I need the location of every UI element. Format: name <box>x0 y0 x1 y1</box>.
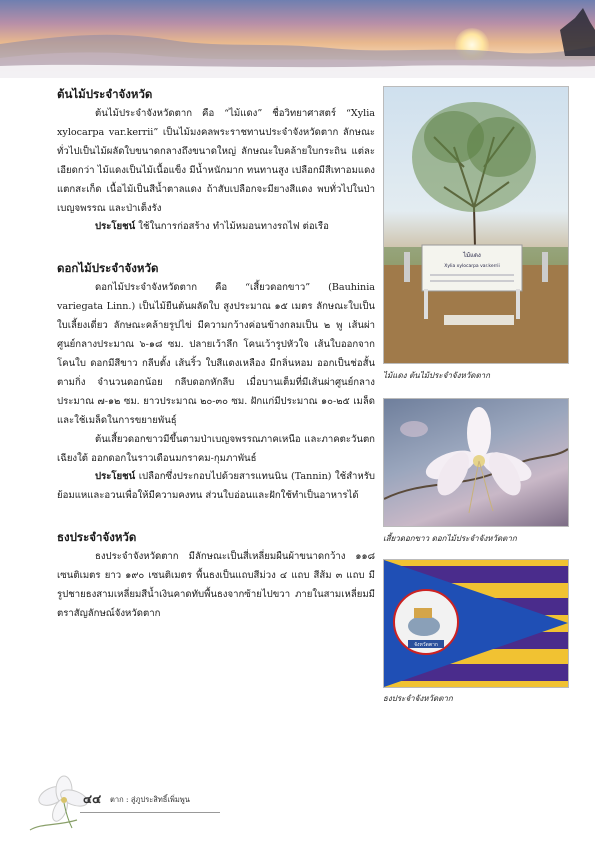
heading-provincial-tree: ต้นไม้ประจำจังหวัด <box>57 87 153 101</box>
sign-title: ไม้แดง <box>463 252 481 259</box>
tree-usage-label: ประโยชน์ <box>95 221 136 233</box>
book-title: ตาก : สู่ภูประสิทธิ์เพิ่มพูน <box>110 795 190 804</box>
caption-tree: ไม้แดง ต้นไม้ประจำจังหวัดตาก <box>383 371 490 380</box>
tree-illustration <box>384 87 568 363</box>
mountain-silhouette <box>0 0 595 78</box>
tree-usage <box>57 218 375 237</box>
caption-flower: เสี้ยวดอกขาว ดอกไม้ประจำจังหวัดตาก <box>383 534 517 543</box>
header-banner <box>0 0 595 78</box>
main-text-column <box>57 85 375 624</box>
flower-description: ดอกไม้ประจำจังหวัดตาก คือ “เสี้ยวดอกขาว” (Bauhinia variegata Linn.) เป็นไม้ยืนต้นผลัดใบ สูงประมาณ ๑๕ เมตร ลักษณะใบเป็นใบเลี้ยงเดี่ยว ลักษณะคล้ายรูปไข่ มีความกว้างค่อนข้างกลมเป็น ๒ พู เส้นผ่าศูนย์กลางประมาณ ๖-๑๘ ซม. ปลายเว้าลึก โคนเว้ารูปหัวใจ เส้นใบออกจากโคนใบ ดอกมีสีขาว กลีบตั้ง เส้นริ้ว ใบสีแดงเหลือง มีกลิ่นหอม ออกเป็นช่อสั้นตามกิ่ง จำนวนดอกน้อย กลีบดอกหักลีบ เมื่อบานเต็มที่มีเส้นผ่าศูนย์กลางประมาณ ๗-๑๒ ซม. ยาวประมาณ ๒๐-๓๐ ซม. ฝักแก่มีประมาณ ๑๐-๒๕ เมล็ด และใช้เมล็ดในการขยายพันธุ์ <box>57 282 375 426</box>
flower-illustration <box>384 399 568 526</box>
orchid-decoration-icon <box>22 768 122 844</box>
flower-usage-label: ประโยชน์ <box>95 471 136 483</box>
caption-flag: ธงประจำจังหวัดตาก <box>383 694 453 703</box>
heading-provincial-flower: ดอกไม้ประจำจังหวัด <box>57 261 159 276</box>
sign-line: Xylia xylocarpa var.kerrii <box>444 264 500 269</box>
heading-provincial-flag: ธงประจำจังหวัด <box>57 530 137 545</box>
flower-photo <box>383 398 569 527</box>
flag-illustration <box>384 560 568 687</box>
flower-usage <box>57 468 375 506</box>
tree-description: ต้นไม้ประจำจังหวัดตาก คือ “ไม้แดง” ชื่อวิทยาศาสตร์ “Xylia xylocarpa var.kerrii” เป็นไม้มงคลพระราชทานประจำจังหวัดตาก ลักษณะทั่วไปเป็นไม้ผลัดใบขนาดกลางถึงขนาดใหญ่ ลักษณะใบคล้ายใบกระถิน แต่ละเอียดกว่า ไม้แดงเป็นไม้เนื้อแข็ง มีน้ำหนักมาก ทนทานสูง เปลือกมีสีเทาอมแดง แตกสะเก็ด เนื้อไม้เป็นสีน้ำตาลแดง ถ้าสับเปลือกจะมียางสีแดง พบทั่วไปในป่าเบญจพรรณ และป่าเต็งรัง <box>57 108 375 214</box>
tree-photo <box>383 86 569 364</box>
flag-description: ธงประจำจังหวัดตาก มีลักษณะเป็นสี่เหลี่ยมผืนผ้าขนาดกว้าง ๑๑๘ เซนติเมตร ยาว ๑๙๐ เซนติเมตร พื้นธงเป็นแถบสีม่วง ๔ แถบ สีส้ม ๓ แถบ มีรูปชายธงสามเหลี่ยมสีน้ำเงินคาดทับพื้นธงจากซ้ายไปขวา ภายในสามเหลี่ยมมีตราสัญลักษณ์จังหวัดตาก <box>57 551 375 619</box>
footer-rule <box>80 812 220 813</box>
flag-emblem-text: จังหวัดตาก <box>414 642 438 648</box>
flag-photo <box>383 559 569 688</box>
flower-usage-text: เปลือกซึ่งประกอบไปด้วยสารแทนนิน (Tannin) ใช้สำหรับย้อมแหและอวนเพื่อให้มีความคงทน ส่วนใบอ่อนและฝักใช้ทำเป็นอาหารได้ <box>57 471 375 502</box>
tree-usage-text: ใช้ในการก่อสร้าง ทำไม้หมอนทางรถไฟ ต่อเรือ <box>135 221 329 233</box>
footer <box>0 760 595 836</box>
flower-habitat: ต้นเสี้ยวดอกขาวมีขึ้นตามป่าเบญจพรรณภาคเหนือ และภาคตะวันตกเฉียงใต้ ออกดอกในราวเดือนมกราคม-กุมภาพันธ์ <box>57 433 375 464</box>
page-number: ๔๔ <box>83 792 102 806</box>
